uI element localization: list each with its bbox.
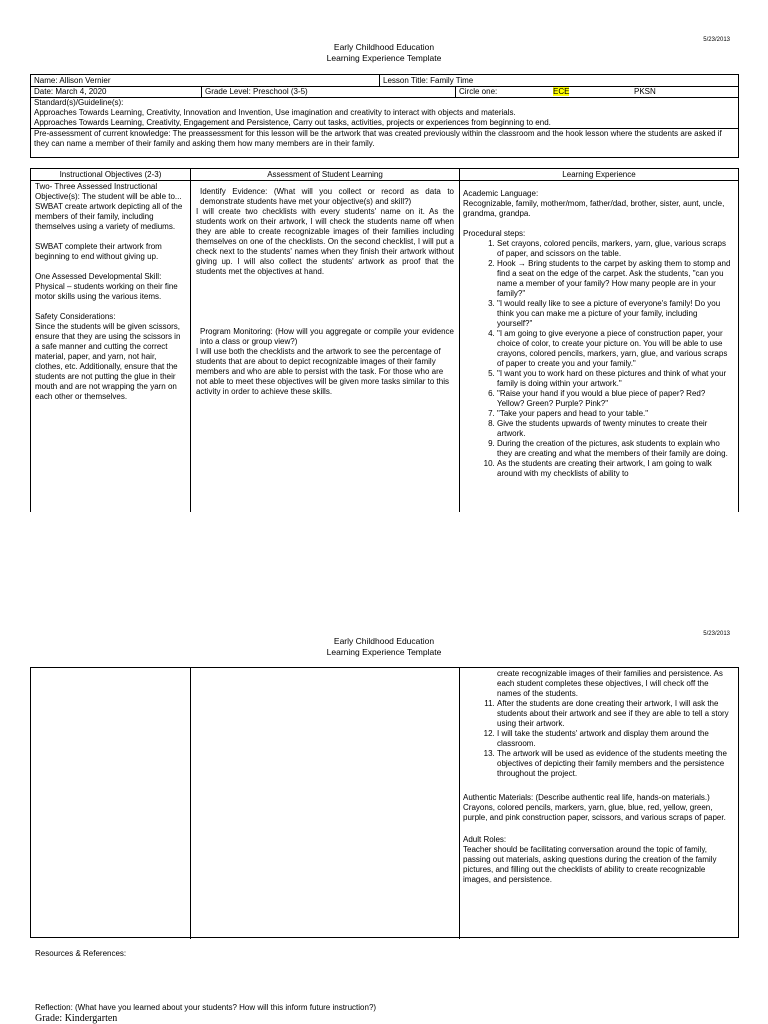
safety-body: Since the students will be given scissors, ensure that they are using the scissors in a safe manner and cutting the correct material, paper, and yarn, not hair, clothes, etc. Additionally, ensure that the students are not putting the glue in their mouth and are not wrapping the yarn on each other or themselves. xyxy=(35,322,181,401)
preassessment: Pre-assessment of current knowledge: The preassessment for this lesson will be the artwork that was created previously within the classroom and the hook lesson where the students are asked if they can name a member of their family and asking them how many members are in their family. xyxy=(34,129,722,148)
doc-subtitle: Learning Experience Template xyxy=(326,53,442,63)
grade-level: Grade Level: Preschool (3-5) xyxy=(205,87,308,96)
academic-body: Recognizable, family, mother/mom, father/dad, brother, sister, aunt, uncle, grandma, grandpa. xyxy=(463,199,725,218)
date-field: Date: March 4, 2020 xyxy=(34,87,107,96)
info-table xyxy=(30,74,739,158)
procedural-step: 11. After the students are done creating their artwork, I will ask the students about their artwork and see if they are able to tell a story using their artwork. xyxy=(497,699,734,729)
main-table xyxy=(30,168,739,512)
authentic-materials-body: Crayons, colored pencils, markers, yarn, glue, blue, red, yellow, green, purple, and pink construction paper, scissors, and various scraps of paper. xyxy=(463,803,726,822)
col-header-objectives: Instructional Objectives (2-3) xyxy=(59,170,162,179)
col-header-learning: Learning Experience xyxy=(562,170,636,179)
assessment-cell xyxy=(191,181,459,512)
doc-title: Early Childhood Education xyxy=(333,42,435,52)
procedural-steps xyxy=(463,239,734,479)
swbat-2: SWBAT complete their artwork from beginning to end without giving up. xyxy=(35,242,162,261)
procedural-step: 5. "I want you to work hard on these pictures and think of what your family is doing within your artwork." xyxy=(497,369,734,389)
procedural-steps-continued xyxy=(463,699,734,779)
academic-heading: Academic Language: xyxy=(463,189,539,198)
procedural-step: 6. "Raise your hand if you would a blue piece of paper? Red? Yellow? Green? Purple? Pink?" xyxy=(497,389,734,409)
objectives-cell xyxy=(31,181,190,512)
step-10-continued: create recognizable images of their families and persistence. As each student completes these objectives, I will check off the names of the students. xyxy=(497,669,723,698)
page-date: 5/23/2013 xyxy=(703,631,730,637)
identify-evidence: Identify Evidence: (What will you collect or record as data to demonstrate students have met your objective(s) and skill?) xyxy=(200,187,454,206)
procedural-step: 13. The artwork will be used as evidence of the students meeting the objectives of depicting their family members and the persistence throughout the project. xyxy=(497,749,734,779)
program-monitoring-body: I will use both the checklists and the artwork to see the percentage of students that are about to depict recognizable images of their family members and who are able to persist with the task. For those who are not able to meet these objectives will be given more tasks similar to this activity in order to achieve these skills. xyxy=(196,347,450,396)
swbat-1: SWBAT create artwork depicting all of the members of their family, including themselves using a variety of mediums. xyxy=(35,202,183,231)
authentic-materials-heading: Authentic Materials: (Describe authentic real life, hands-on materials.) xyxy=(463,793,710,802)
dev-skill-heading: One Assessed Developmental Skill: xyxy=(35,272,162,281)
procedural-heading: Procedural steps: xyxy=(463,229,526,238)
procedural-step: 8. Give the students upwards of twenty minutes to create their artwork. xyxy=(497,419,734,439)
program-monitoring: Program Monitoring: (How will you aggregate or compile your evidence into a class or group view?) xyxy=(200,327,454,346)
doc-subtitle: Learning Experience Template xyxy=(326,647,442,657)
reflection-label: Reflection: (What have you learned about your students? How will this inform future instruction?) xyxy=(35,1003,377,1012)
learning-cell-continued xyxy=(460,668,738,937)
pksn-option: PKSN xyxy=(634,87,656,96)
ece-option: ECE xyxy=(553,87,570,96)
procedural-step: 3. "I would really like to see a picture of everyone's family! Do you think you can make me a picture of your family, including yourself?" xyxy=(497,299,734,329)
procedural-step: 10. As the students are creating their artwork, I am going to walk around with my checklists of ability to xyxy=(497,459,734,479)
objectives-heading: Two- Three Assessed Instructional Objective(s): The student will be able to... xyxy=(35,182,182,201)
standards-label: Standard(s)/Guideline(s): xyxy=(34,98,124,107)
identify-evidence-body: I will create two checklists with every students' name on it. As the students work on their artwork, I will check the students name off when they are able to create recognizable images of their families including themselves on one of the checklists. On the second checklist, I will put a check next to the students' names when they finish their artwork without giving up. I will also collect the students' artwork as proof that the students met the objectives at hand. xyxy=(196,207,454,276)
procedural-step: 1. Set crayons, colored pencils, markers, yarn, glue, various scraps of paper, and scissors on the table. xyxy=(497,239,734,259)
name-field: Name: Allison Vernier xyxy=(34,76,111,85)
resources-label: Resources & References: xyxy=(35,949,127,958)
grade-label: Grade: Kindergarten xyxy=(35,1013,118,1024)
procedural-step: 9. During the creation of the pictures, ask students to explain who they are creating and what the members of their family are doing. xyxy=(497,439,734,459)
page-date: 5/23/2013 xyxy=(703,37,730,43)
circle-one-label: Circle one: xyxy=(459,87,498,96)
safety-heading: Safety Considerations: xyxy=(35,312,116,321)
doc-title: Early Childhood Education xyxy=(333,636,435,646)
continued-table xyxy=(30,667,739,938)
procedural-step: 12. I will take the students' artwork and display them around the classroom. xyxy=(497,729,734,749)
standard-2: Approaches Towards Learning, Creativity, Engagement and Persistence, Carry out tasks, activities, projects or experiences from beginning to end. xyxy=(34,118,551,127)
procedural-step: 4. "I am going to give everyone a piece of construction paper, your choice of color, to create your picture on. You will be able to use crayons, colored pencils, markers, yarn, glue, and various scraps of paper to create you and your family." xyxy=(497,329,734,369)
standard-1: Approaches Towards Learning, Creativity, Innovation and Invention, Use imagination and creativity to interact with objects and materials. xyxy=(34,108,516,117)
lesson-title: Lesson Title: Family Time xyxy=(383,76,474,85)
learning-cell xyxy=(460,181,738,512)
procedural-step: 2. Hook → Bring students to the carpet by asking them to stomp and find a seat on the edge of the carpet. Ask the students, "can you name a member of your family? How many people are in your family?" xyxy=(497,259,734,299)
physical-skill: Physical – students working on their fine motor skills using the various items. xyxy=(35,282,178,301)
page-2 xyxy=(0,512,768,1024)
col-header-assessment: Assessment of Student Learning xyxy=(267,170,383,179)
adult-roles-heading: Adult Roles: xyxy=(463,835,507,844)
procedural-step: 7. "Take your papers and head to your table." xyxy=(497,409,734,419)
adult-roles-body: Teacher should be facilitating conversation around the topic of family, passing out materials, asking questions during the creation of the family pictures, and filling out the checklists of ability to create recognizable images, and persistence. xyxy=(463,845,717,884)
